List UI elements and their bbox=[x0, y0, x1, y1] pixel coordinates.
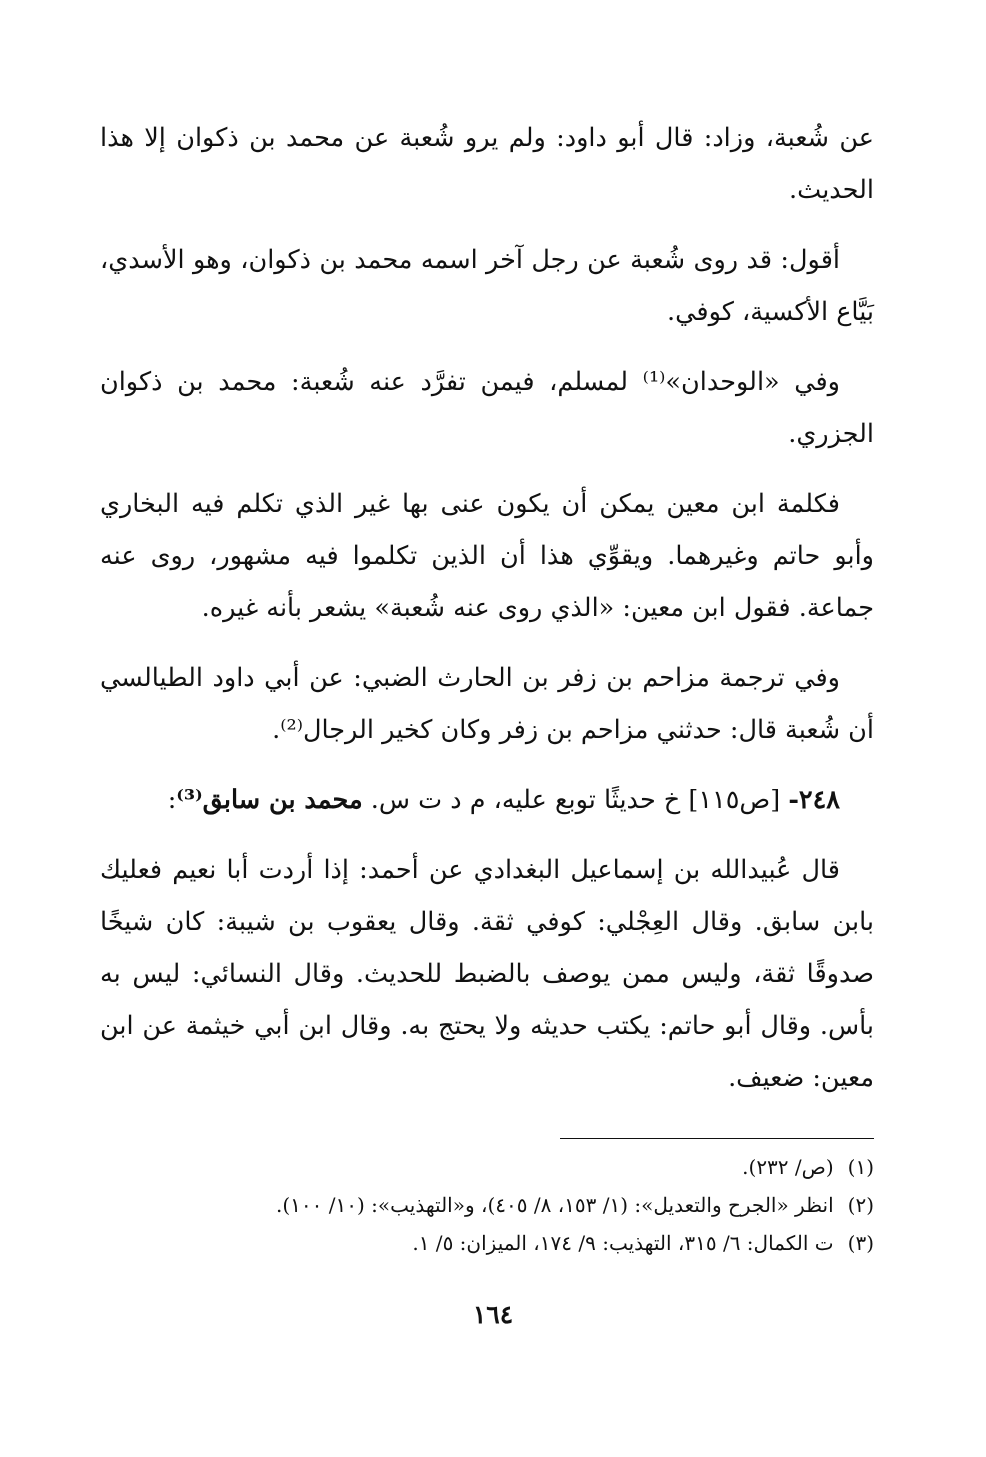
page-body bbox=[100, 112, 874, 1122]
footnote-number: (٢) bbox=[847, 1193, 874, 1217]
footnotes bbox=[134, 1148, 874, 1262]
entry-colon: : bbox=[167, 785, 177, 815]
entry-heading bbox=[100, 774, 874, 826]
paragraph-1: عن شُعبة، وزاد: قال أبو داود: ولم يرو شُعبة عن محمد بن ذكوان إلا هذا الحديث. bbox=[100, 123, 874, 205]
footnote-2 bbox=[134, 1186, 874, 1224]
paragraph-2: أقول: قد روى شُعبة عن رجل آخر اسمه محمد بن ذكوان، وهو الأسدي، بَيَّاع الأكسية، كوفي. bbox=[100, 245, 874, 327]
paragraph-5: وفي ترجمة مزاحم بن زفر بن الحارث الضبي: عن أبي داود الطيالسي أن شُعبة قال: حدثني مزاحم بن زفر وكان كخير الرجال⁽²⁾. bbox=[100, 663, 874, 745]
footnote-3 bbox=[134, 1224, 874, 1262]
paragraph-4: فكلمة ابن معين يمكن أن يكون عنى بها غير الذي تكلم فيه البخاري وأبو حاتم وغيرهما. ويقوِّي هذا أن الذين تكلموا فيه مشهور، روى عنه جماعة. فقول ابن معين: «الذي روى عنه شُعبة» يشعر بأنه غيره. bbox=[100, 489, 874, 623]
entry-number: ٢٤٨- bbox=[788, 785, 840, 815]
footnote-number: (٣) bbox=[847, 1231, 874, 1255]
entry-reference: [ص١١٥] خ حديثًا توبع عليه، م د ت س. bbox=[370, 785, 781, 815]
footnote-text: انظر «الجرح والتعديل»: (١/ ١٥٣، ٨/ ٤٠٥)، و«التهذيب»: (١٠/ ١٠٠). bbox=[276, 1193, 834, 1217]
footnote-1 bbox=[134, 1148, 874, 1186]
page-number: ١٦٤ bbox=[472, 1300, 514, 1329]
footnote-separator bbox=[560, 1138, 874, 1139]
entry-paragraph: قال عُبيدالله بن إسماعيل البغدادي عن أحمد: إذا أردت أبا نعيم فعليك بابن سابق. وقال العِجْلي: كوفي ثقة. وقال يعقوب بن شيبة: كان شيخًا صدوقًا ثقة، وليس ممن يوصف بالضبط للحديث. وقال النسائي: ليس به بأس. وقال أبو حاتم: يكتب حديثه ولا يحتج به. وقال ابن أبي خيثمة عن ابن معين: ضعيف. bbox=[100, 855, 874, 1093]
footnote-text: (ص/ ٢٣٢). bbox=[742, 1155, 834, 1179]
footnote-text: ت الكمال: ٦/ ٣١٥، التهذيب: ٩/ ١٧٤، الميزان: ٥/ ١. bbox=[412, 1231, 834, 1255]
footnote-number: (١) bbox=[847, 1155, 874, 1179]
entry-name: محمد بن سابق⁽³⁾ bbox=[176, 785, 363, 815]
paragraph-3: وفي «الوحدان»⁽¹⁾ لمسلم، فيمن تفرَّد عنه شُعبة: محمد بن ذكوان الجزري. bbox=[100, 367, 874, 449]
